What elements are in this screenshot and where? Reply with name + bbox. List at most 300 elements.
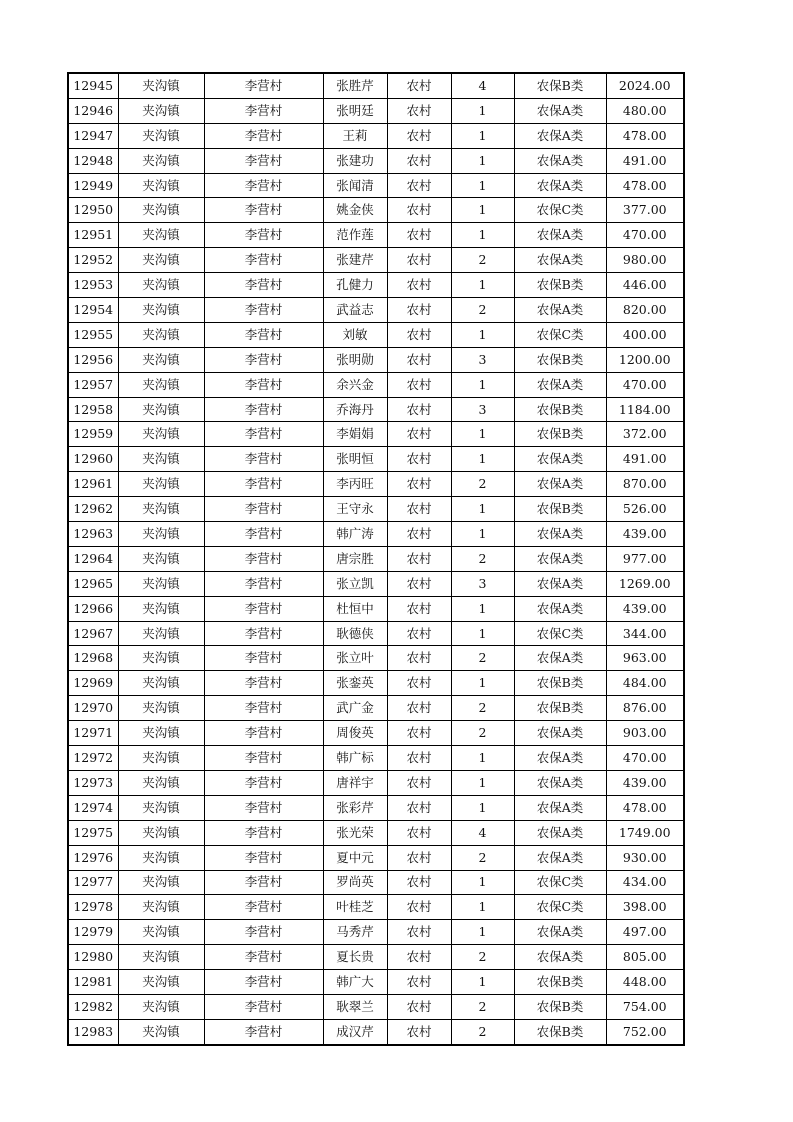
table-row	[68, 372, 684, 397]
cell-town: 夹沟镇	[118, 1019, 204, 1044]
cell-village: 李营村	[204, 820, 323, 845]
cell-insurance-category: 农保A类	[514, 571, 606, 596]
cell-village: 李营村	[204, 273, 323, 298]
cell-id: 12946	[68, 98, 118, 123]
cell-household-size: 1	[451, 920, 514, 945]
cell-village: 李营村	[204, 1019, 323, 1044]
table-row	[68, 1019, 684, 1044]
cell-household-size: 2	[451, 945, 514, 970]
cell-household-size: 1	[451, 322, 514, 347]
cell-insurance-category: 农保A类	[514, 148, 606, 173]
cell-amount: 491.00	[606, 447, 684, 472]
cell-name: 叶桂芝	[323, 895, 387, 920]
table-row	[68, 646, 684, 671]
cell-name: 马秀芹	[323, 920, 387, 945]
cell-insurance-category: 农保A类	[514, 372, 606, 397]
cell-id: 12956	[68, 347, 118, 372]
table-row	[68, 596, 684, 621]
cell-town: 夹沟镇	[118, 123, 204, 148]
cell-town: 夹沟镇	[118, 770, 204, 795]
cell-area-type: 农村	[387, 820, 451, 845]
cell-name: 张明恒	[323, 447, 387, 472]
cell-amount: 980.00	[606, 248, 684, 273]
cell-amount: 977.00	[606, 546, 684, 571]
cell-id: 12959	[68, 422, 118, 447]
cell-id: 12955	[68, 322, 118, 347]
cell-household-size: 1	[451, 223, 514, 248]
cell-id: 12970	[68, 696, 118, 721]
cell-insurance-category: 农保C类	[514, 870, 606, 895]
cell-town: 夹沟镇	[118, 472, 204, 497]
cell-village: 李营村	[204, 721, 323, 746]
cell-area-type: 农村	[387, 920, 451, 945]
cell-id: 12967	[68, 621, 118, 646]
table-row	[68, 920, 684, 945]
cell-id: 12979	[68, 920, 118, 945]
table-row	[68, 347, 684, 372]
cell-area-type: 农村	[387, 895, 451, 920]
table-row	[68, 546, 684, 571]
cell-household-size: 1	[451, 198, 514, 223]
cell-village: 李营村	[204, 671, 323, 696]
table-row	[68, 273, 684, 298]
cell-village: 李营村	[204, 920, 323, 945]
cell-id: 12957	[68, 372, 118, 397]
cell-insurance-category: 农保A类	[514, 298, 606, 323]
cell-area-type: 农村	[387, 646, 451, 671]
cell-household-size: 1	[451, 522, 514, 547]
cell-name: 张胜芹	[323, 73, 387, 98]
cell-name: 王守永	[323, 497, 387, 522]
cell-name: 张明廷	[323, 98, 387, 123]
cell-town: 夹沟镇	[118, 994, 204, 1019]
cell-town: 夹沟镇	[118, 646, 204, 671]
cell-area-type: 农村	[387, 994, 451, 1019]
cell-id: 12962	[68, 497, 118, 522]
cell-amount: 484.00	[606, 671, 684, 696]
cell-name: 耿德侠	[323, 621, 387, 646]
table-row	[68, 970, 684, 995]
cell-insurance-category: 农保C类	[514, 621, 606, 646]
table-row	[68, 621, 684, 646]
cell-household-size: 1	[451, 746, 514, 771]
cell-household-size: 1	[451, 148, 514, 173]
cell-area-type: 农村	[387, 596, 451, 621]
cell-amount: 526.00	[606, 497, 684, 522]
cell-area-type: 农村	[387, 571, 451, 596]
table-row	[68, 148, 684, 173]
table-row	[68, 721, 684, 746]
cell-name: 唐祥宇	[323, 770, 387, 795]
cell-name: 李丙旺	[323, 472, 387, 497]
cell-area-type: 农村	[387, 621, 451, 646]
cell-area-type: 农村	[387, 298, 451, 323]
cell-town: 夹沟镇	[118, 173, 204, 198]
cell-insurance-category: 农保A类	[514, 721, 606, 746]
cell-household-size: 1	[451, 671, 514, 696]
cell-name: 杜恒中	[323, 596, 387, 621]
cell-amount: 805.00	[606, 945, 684, 970]
cell-insurance-category: 农保A类	[514, 746, 606, 771]
cell-insurance-category: 农保B类	[514, 347, 606, 372]
cell-insurance-category: 农保A类	[514, 546, 606, 571]
cell-insurance-category: 农保C类	[514, 198, 606, 223]
cell-amount: 448.00	[606, 970, 684, 995]
cell-town: 夹沟镇	[118, 671, 204, 696]
cell-amount: 876.00	[606, 696, 684, 721]
cell-amount: 434.00	[606, 870, 684, 895]
cell-household-size: 2	[451, 1019, 514, 1044]
cell-insurance-category: 农保B类	[514, 273, 606, 298]
cell-insurance-category: 农保B类	[514, 994, 606, 1019]
cell-household-size: 1	[451, 273, 514, 298]
cell-village: 李营村	[204, 223, 323, 248]
cell-household-size: 2	[451, 472, 514, 497]
cell-amount: 439.00	[606, 770, 684, 795]
table-body	[68, 73, 684, 1045]
table-row	[68, 248, 684, 273]
cell-area-type: 农村	[387, 746, 451, 771]
cell-id: 12971	[68, 721, 118, 746]
cell-amount: 478.00	[606, 795, 684, 820]
cell-village: 李营村	[204, 322, 323, 347]
cell-amount: 1184.00	[606, 397, 684, 422]
cell-amount: 400.00	[606, 322, 684, 347]
cell-village: 李营村	[204, 945, 323, 970]
cell-household-size: 1	[451, 372, 514, 397]
cell-area-type: 农村	[387, 696, 451, 721]
cell-village: 李营村	[204, 123, 323, 148]
cell-name: 夏中元	[323, 845, 387, 870]
cell-town: 夹沟镇	[118, 73, 204, 98]
cell-amount: 903.00	[606, 721, 684, 746]
cell-household-size: 4	[451, 73, 514, 98]
cell-id: 12949	[68, 173, 118, 198]
cell-amount: 439.00	[606, 596, 684, 621]
cell-village: 李营村	[204, 198, 323, 223]
cell-household-size: 1	[451, 98, 514, 123]
cell-id: 12966	[68, 596, 118, 621]
cell-insurance-category: 农保A类	[514, 770, 606, 795]
cell-area-type: 农村	[387, 770, 451, 795]
cell-area-type: 农村	[387, 795, 451, 820]
cell-name: 武益志	[323, 298, 387, 323]
cell-insurance-category: 农保B类	[514, 970, 606, 995]
cell-insurance-category: 农保A类	[514, 447, 606, 472]
cell-town: 夹沟镇	[118, 845, 204, 870]
cell-town: 夹沟镇	[118, 522, 204, 547]
table-row	[68, 795, 684, 820]
cell-insurance-category: 农保A类	[514, 945, 606, 970]
cell-area-type: 农村	[387, 123, 451, 148]
cell-town: 夹沟镇	[118, 198, 204, 223]
cell-area-type: 农村	[387, 497, 451, 522]
cell-id: 12975	[68, 820, 118, 845]
cell-area-type: 农村	[387, 173, 451, 198]
cell-name: 范作莲	[323, 223, 387, 248]
cell-town: 夹沟镇	[118, 273, 204, 298]
cell-id: 12973	[68, 770, 118, 795]
cell-name: 武广金	[323, 696, 387, 721]
cell-village: 李营村	[204, 397, 323, 422]
table-row	[68, 472, 684, 497]
cell-town: 夹沟镇	[118, 248, 204, 273]
cell-amount: 470.00	[606, 223, 684, 248]
cell-household-size: 3	[451, 347, 514, 372]
cell-household-size: 2	[451, 994, 514, 1019]
cell-id: 12964	[68, 546, 118, 571]
cell-household-size: 1	[451, 173, 514, 198]
cell-insurance-category: 农保A类	[514, 173, 606, 198]
cell-area-type: 农村	[387, 870, 451, 895]
cell-area-type: 农村	[387, 422, 451, 447]
cell-area-type: 农村	[387, 721, 451, 746]
cell-insurance-category: 农保A类	[514, 248, 606, 273]
cell-area-type: 农村	[387, 671, 451, 696]
cell-id: 12961	[68, 472, 118, 497]
cell-amount: 820.00	[606, 298, 684, 323]
cell-area-type: 农村	[387, 1019, 451, 1044]
cell-id: 12977	[68, 870, 118, 895]
table-row	[68, 397, 684, 422]
table-row	[68, 845, 684, 870]
cell-insurance-category: 农保B类	[514, 397, 606, 422]
cell-name: 张建芹	[323, 248, 387, 273]
cell-town: 夹沟镇	[118, 571, 204, 596]
cell-name: 孔健力	[323, 273, 387, 298]
cell-area-type: 农村	[387, 248, 451, 273]
cell-village: 李营村	[204, 746, 323, 771]
cell-household-size: 1	[451, 895, 514, 920]
cell-village: 李营村	[204, 770, 323, 795]
cell-amount: 344.00	[606, 621, 684, 646]
cell-insurance-category: 农保C类	[514, 322, 606, 347]
cell-village: 李营村	[204, 148, 323, 173]
cell-amount: 377.00	[606, 198, 684, 223]
cell-name: 王莉	[323, 123, 387, 148]
cell-town: 夹沟镇	[118, 795, 204, 820]
cell-village: 李营村	[204, 696, 323, 721]
cell-name: 耿翠兰	[323, 994, 387, 1019]
cell-village: 李营村	[204, 447, 323, 472]
cell-household-size: 1	[451, 870, 514, 895]
cell-id: 12981	[68, 970, 118, 995]
cell-area-type: 农村	[387, 397, 451, 422]
cell-amount: 491.00	[606, 148, 684, 173]
cell-amount: 439.00	[606, 522, 684, 547]
cell-town: 夹沟镇	[118, 596, 204, 621]
cell-village: 李营村	[204, 372, 323, 397]
cell-amount: 480.00	[606, 98, 684, 123]
cell-household-size: 1	[451, 422, 514, 447]
cell-village: 李营村	[204, 994, 323, 1019]
cell-name: 韩广标	[323, 746, 387, 771]
cell-name: 张闻清	[323, 173, 387, 198]
cell-household-size: 1	[451, 447, 514, 472]
cell-household-size: 4	[451, 820, 514, 845]
cell-amount: 870.00	[606, 472, 684, 497]
cell-name: 韩广大	[323, 970, 387, 995]
cell-household-size: 1	[451, 795, 514, 820]
cell-village: 李营村	[204, 970, 323, 995]
cell-amount: 372.00	[606, 422, 684, 447]
cell-town: 夹沟镇	[118, 347, 204, 372]
cell-town: 夹沟镇	[118, 98, 204, 123]
cell-insurance-category: 农保A类	[514, 795, 606, 820]
cell-area-type: 农村	[387, 546, 451, 571]
table-row	[68, 422, 684, 447]
cell-insurance-category: 农保C类	[514, 895, 606, 920]
cell-id: 12948	[68, 148, 118, 173]
cell-insurance-category: 农保B类	[514, 497, 606, 522]
cell-amount: 752.00	[606, 1019, 684, 1044]
cell-village: 李营村	[204, 596, 323, 621]
table-row	[68, 671, 684, 696]
cell-insurance-category: 农保A类	[514, 820, 606, 845]
cell-household-size: 1	[451, 770, 514, 795]
cell-town: 夹沟镇	[118, 870, 204, 895]
cell-area-type: 农村	[387, 73, 451, 98]
cell-insurance-category: 农保B类	[514, 422, 606, 447]
cell-name: 张彩芹	[323, 795, 387, 820]
cell-amount: 2024.00	[606, 73, 684, 98]
cell-area-type: 农村	[387, 148, 451, 173]
cell-household-size: 2	[451, 298, 514, 323]
cell-amount: 478.00	[606, 123, 684, 148]
cell-amount: 754.00	[606, 994, 684, 1019]
table-row	[68, 73, 684, 98]
table-row	[68, 945, 684, 970]
cell-name: 张銮英	[323, 671, 387, 696]
cell-town: 夹沟镇	[118, 621, 204, 646]
cell-insurance-category: 农保A类	[514, 920, 606, 945]
cell-amount: 398.00	[606, 895, 684, 920]
cell-id: 12974	[68, 795, 118, 820]
cell-amount: 478.00	[606, 173, 684, 198]
cell-id: 12968	[68, 646, 118, 671]
cell-village: 李营村	[204, 98, 323, 123]
cell-insurance-category: 农保A类	[514, 123, 606, 148]
cell-name: 乔海丹	[323, 397, 387, 422]
cell-id: 12969	[68, 671, 118, 696]
cell-area-type: 农村	[387, 472, 451, 497]
cell-town: 夹沟镇	[118, 746, 204, 771]
cell-id: 12958	[68, 397, 118, 422]
table-row	[68, 870, 684, 895]
table-row	[68, 696, 684, 721]
cell-household-size: 2	[451, 248, 514, 273]
cell-household-size: 3	[451, 571, 514, 596]
cell-town: 夹沟镇	[118, 970, 204, 995]
cell-name: 罗尚英	[323, 870, 387, 895]
cell-name: 李娟娟	[323, 422, 387, 447]
cell-area-type: 农村	[387, 945, 451, 970]
cell-insurance-category: 农保A类	[514, 646, 606, 671]
cell-id: 12954	[68, 298, 118, 323]
cell-insurance-category: 农保A类	[514, 472, 606, 497]
cell-insurance-category: 农保A类	[514, 596, 606, 621]
cell-id: 12947	[68, 123, 118, 148]
cell-area-type: 农村	[387, 98, 451, 123]
cell-village: 李营村	[204, 497, 323, 522]
cell-id: 12978	[68, 895, 118, 920]
table-row	[68, 746, 684, 771]
table-row	[68, 571, 684, 596]
cell-village: 李营村	[204, 621, 323, 646]
cell-insurance-category: 农保B类	[514, 671, 606, 696]
cell-id: 12963	[68, 522, 118, 547]
cell-name: 韩广涛	[323, 522, 387, 547]
cell-village: 李营村	[204, 472, 323, 497]
table-row	[68, 820, 684, 845]
cell-name: 张明勋	[323, 347, 387, 372]
cell-town: 夹沟镇	[118, 298, 204, 323]
cell-village: 李营村	[204, 870, 323, 895]
cell-town: 夹沟镇	[118, 372, 204, 397]
cell-village: 李营村	[204, 298, 323, 323]
table-row	[68, 123, 684, 148]
cell-town: 夹沟镇	[118, 820, 204, 845]
cell-area-type: 农村	[387, 845, 451, 870]
table-row	[68, 522, 684, 547]
cell-id: 12972	[68, 746, 118, 771]
cell-insurance-category: 农保B类	[514, 696, 606, 721]
cell-id: 12983	[68, 1019, 118, 1044]
cell-household-size: 3	[451, 397, 514, 422]
cell-village: 李营村	[204, 347, 323, 372]
cell-name: 余兴金	[323, 372, 387, 397]
table-row	[68, 994, 684, 1019]
cell-amount: 470.00	[606, 746, 684, 771]
table-row	[68, 895, 684, 920]
cell-town: 夹沟镇	[118, 546, 204, 571]
cell-household-size: 2	[451, 546, 514, 571]
cell-name: 周俊英	[323, 721, 387, 746]
cell-name: 夏长贵	[323, 945, 387, 970]
table-row	[68, 298, 684, 323]
cell-amount: 930.00	[606, 845, 684, 870]
cell-id: 12982	[68, 994, 118, 1019]
cell-id: 12952	[68, 248, 118, 273]
cell-town: 夹沟镇	[118, 447, 204, 472]
cell-town: 夹沟镇	[118, 497, 204, 522]
cell-id: 12945	[68, 73, 118, 98]
cell-id: 12976	[68, 845, 118, 870]
cell-village: 李营村	[204, 895, 323, 920]
cell-amount: 963.00	[606, 646, 684, 671]
cell-amount: 1269.00	[606, 571, 684, 596]
cell-area-type: 农村	[387, 347, 451, 372]
cell-town: 夹沟镇	[118, 721, 204, 746]
cell-area-type: 农村	[387, 223, 451, 248]
cell-village: 李营村	[204, 248, 323, 273]
table-row	[68, 98, 684, 123]
table-row	[68, 322, 684, 347]
cell-village: 李营村	[204, 571, 323, 596]
cell-name: 唐宗胜	[323, 546, 387, 571]
cell-insurance-category: 农保A类	[514, 522, 606, 547]
cell-town: 夹沟镇	[118, 223, 204, 248]
cell-town: 夹沟镇	[118, 945, 204, 970]
cell-insurance-category: 农保A类	[514, 98, 606, 123]
cell-name: 姚金侠	[323, 198, 387, 223]
cell-household-size: 2	[451, 721, 514, 746]
table-row	[68, 497, 684, 522]
cell-village: 李营村	[204, 845, 323, 870]
cell-name: 刘敏	[323, 322, 387, 347]
cell-insurance-category: 农保B类	[514, 1019, 606, 1044]
cell-insurance-category: 农保A类	[514, 845, 606, 870]
